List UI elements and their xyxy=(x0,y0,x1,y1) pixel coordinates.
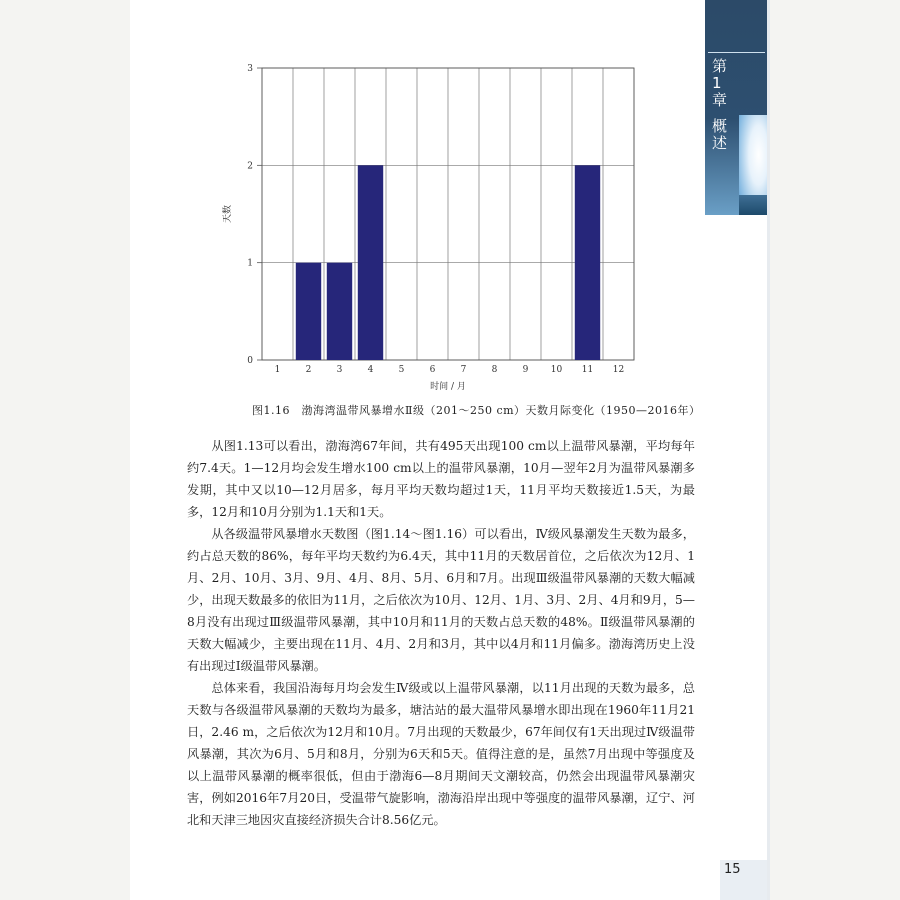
paragraph: 从各级温带风暴增水天数图（图1.14～图1.16）可以看出，Ⅳ级风暴潮发生天数为最多，约占总天数的86%，每年平均天数约为6.4天，其中11月的天数居首位，之后依次为12月、1月、2月、10月、3月、9月、4月、8月、5月、6月和7月。出现Ⅲ级温带风暴潮的天数大幅减少，出现天数最多的依旧为11月，之后依次为10月、12月、1月、3月、2月、4月和9月，5—8月没有出现过Ⅲ级温带风暴潮，其中10月和11月的天数占总天数的48%。Ⅱ级温带风暴潮的天数大幅减少，主要出现在11月、4月、2月和3月，其中以4月和11月偏多。渤海湾历史上没有出现过Ⅰ级温带风暴潮。 xyxy=(187,527,695,673)
y-tick-label: 0 xyxy=(247,356,253,366)
chapter-char: 章 xyxy=(712,91,728,109)
body-text xyxy=(187,435,695,831)
x-tick-label: 2 xyxy=(305,365,312,375)
bar xyxy=(575,165,600,360)
y-axis-label: 天数 xyxy=(223,204,233,224)
bar xyxy=(296,263,321,360)
chapter-title-char: 述 xyxy=(712,134,728,152)
figure-caption: 图1.16 渤海湾温带风暴增水Ⅱ级（201～250 cm）天数月际变化（1950—2016年） xyxy=(252,404,701,417)
x-tick-label: 3 xyxy=(336,365,343,375)
x-tick-label: 8 xyxy=(491,365,498,375)
x-tick-label: 4 xyxy=(367,365,374,375)
y-tick-label: 3 xyxy=(247,64,253,74)
x-tick-label: 10 xyxy=(550,365,563,375)
paragraph: 总体来看，我国沿海每月均会发生Ⅳ级或以上温带风暴潮，以11月出现的天数为最多，总天数与各级温带风暴潮的天数均为最多，塘沽站的最大温带风暴增水即出现在1960年11月21日，2.46 m，之后依次为12月和10月。7月出现的天数最少，67年间仅有1天出现过Ⅳ级温带风暴潮，其次为6月、5月和8月，分别为6天和5天。值得注意的是，虽然7月出现中等强度及以上温带风暴潮的概率很低，但由于渤海6—8月期间天文潮较高，仍然会出现温带风暴潮灾害，例如2016年7月20日，受温带气旋影响，渤海沿岸出现中等强度的温带风暴潮，辽宁、河北和天津三地因灾直接经济损失合计8.56亿元。 xyxy=(187,681,695,827)
chapter-title-char: 概 xyxy=(712,117,728,135)
x-tick-label: 5 xyxy=(398,365,405,375)
x-tick-label: 7 xyxy=(460,365,467,375)
x-tick-label: 1 xyxy=(274,365,281,375)
bar xyxy=(358,165,383,360)
x-tick-label: 6 xyxy=(429,365,436,375)
x-axis-label: 时间 / 月 xyxy=(430,382,466,392)
paragraph: 从图1.13可以看出，渤海湾67年间，共有495天出现100 cm以上温带风暴潮，平均每年约7.4天。1—12月均会发生增水100 cm以上的温带风暴潮，10月—翌年2月为温带风暴潮多发期，其中又以10—12月居多，每月平均天数均超过1天，11月平均天数接近1.5天，为最多，12月和10月分别为1.1天和1天。 xyxy=(187,439,695,519)
x-tick-label: 9 xyxy=(522,365,529,375)
y-tick-label: 2 xyxy=(247,161,253,172)
chapter-char: 1 xyxy=(712,74,722,92)
x-tick-label: 12 xyxy=(612,365,625,375)
y-tick-label: 1 xyxy=(247,258,253,269)
bar xyxy=(327,263,352,360)
x-tick-label: 11 xyxy=(581,365,594,375)
chapter-char: 第 xyxy=(712,57,728,75)
page-number: 15 xyxy=(724,862,741,877)
